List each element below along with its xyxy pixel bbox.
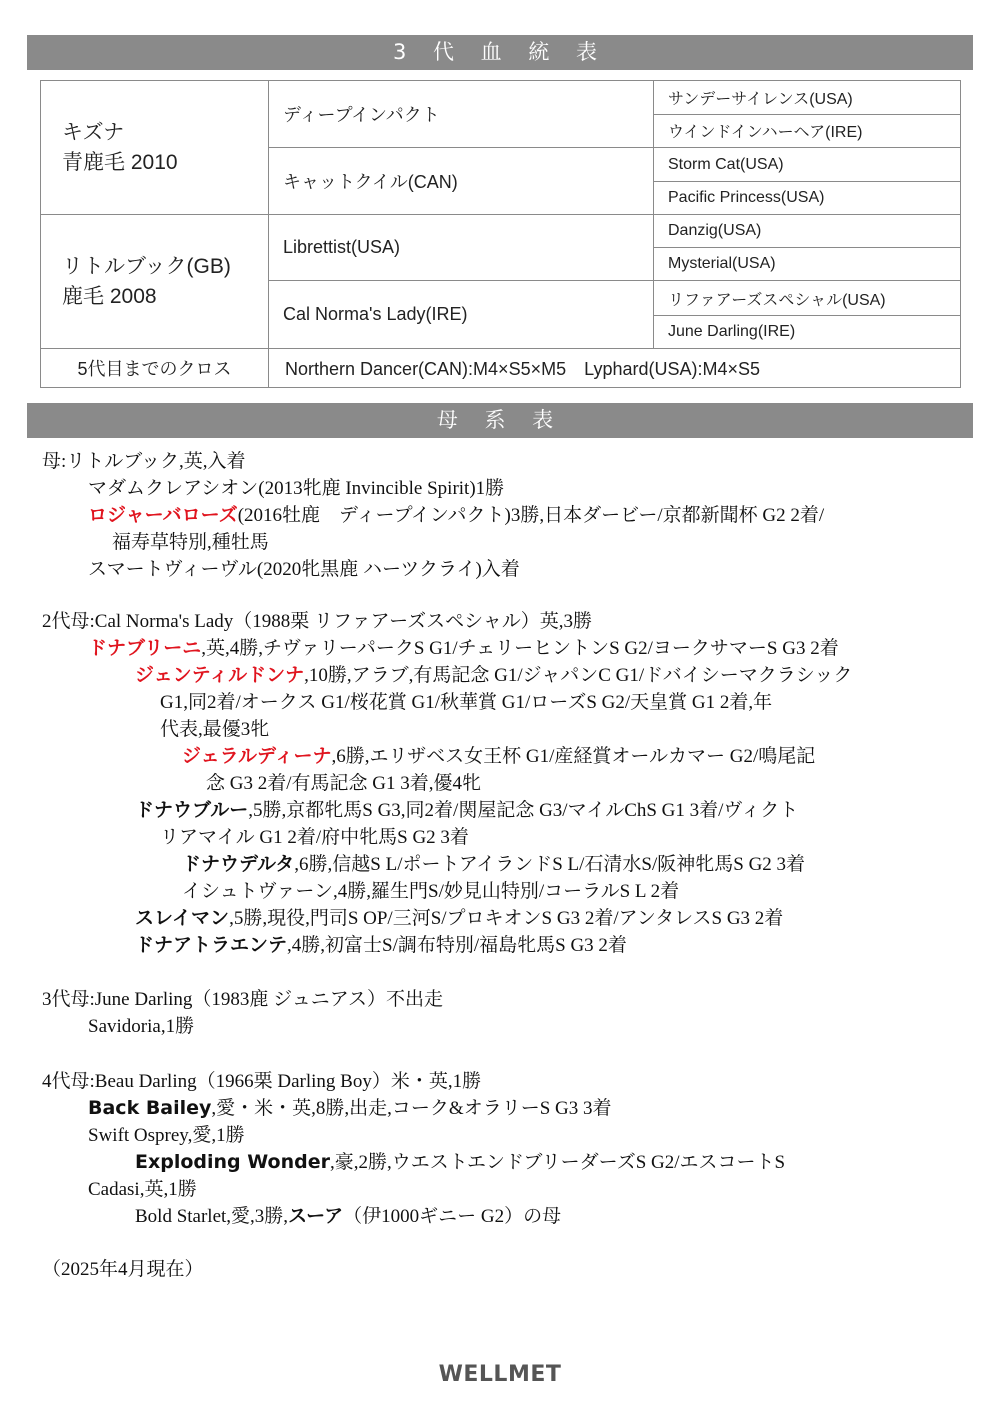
- family-line: 念 G3 2着/有馬記念 G1 3着,優4牝: [206, 773, 481, 794]
- horse-name: ジェンティルドンナ: [135, 664, 305, 686]
- family-line: スマートヴィーヴル(2020牝黒鹿 ハーツクライ)入着: [88, 559, 520, 580]
- sire-detail: 青鹿毛 2010: [62, 150, 178, 174]
- family-line: ドナウデルタ,6勝,信越S L/ポートアイランドS L/石清水S/阪神牝馬S G2 3着: [182, 853, 806, 875]
- dam-dam-dam: June Darling(IRE): [654, 316, 961, 349]
- family-line: ドナアトラエンテ,4勝,初富士S/調布特別/福島牝馬S G3 2着: [135, 934, 627, 956]
- family-line: Exploding Wonder,豪,2勝,ウエストエンドブリーダーズS G2/エスコートS: [135, 1151, 786, 1173]
- pedigree-table: [40, 80, 961, 388]
- sire-sire-sire: サンデーサイレンス(USA): [654, 81, 961, 115]
- family-line: Savidoria,1勝: [88, 1016, 195, 1037]
- cross-label: 5代目までのクロス: [41, 349, 269, 388]
- family-line: ジェンティルドンナ,10勝,アラブ,有馬記念 G1/ジャパンC G1/ドバイシーマクラシック: [135, 664, 853, 686]
- family-line: 2代母:Cal Norma's Lady（1988栗 リファアーズスペシャル）英,3勝: [42, 611, 593, 632]
- sire-sire: ディープインパクト: [269, 81, 654, 148]
- family-line: 3代母:June Darling（1983鹿 ジュニアス）不出走: [42, 989, 444, 1010]
- family-line: ドナウブルー,5勝,京都牝馬S G3,同2着/関屋記念 G3/マイルChS G1 3着/ヴィクト: [135, 799, 799, 821]
- family-line: ロジャーバローズ(2016牡鹿 ディープインパクト)3勝,日本ダービー/京都新聞杯 G2 2着/: [88, 504, 825, 526]
- horse-name: スレイマン: [135, 907, 230, 929]
- family-line: 福寿草特別,種牡馬: [112, 532, 269, 553]
- family-line: スレイマン,5勝,現役,門司S OP/三河S/プロキオンS G3 2着/アンタレスS G3 2着: [135, 907, 784, 929]
- horse-name: ドナアトラエンテ: [135, 934, 288, 956]
- dam-sire-dam: Mysterial(USA): [654, 248, 961, 281]
- horse-name: ロジャーバローズ: [88, 504, 238, 526]
- pedigree-header: 3 代 血 統 表: [27, 35, 973, 70]
- sire-name: キズナ: [62, 120, 125, 144]
- family-line: 代表,最優3牝: [160, 719, 270, 740]
- dam-dam-sire: リファアーズスペシャル(USA): [654, 281, 961, 316]
- family-line: ジェラルディーナ,6勝,エリザベス女王杯 G1/産経賞オールカマー G2/鳴尾記: [182, 745, 816, 767]
- family-line: Swift Osprey,愛,1勝: [88, 1125, 245, 1146]
- dam-cell: [41, 215, 269, 349]
- dam-name: リトルブック(GB): [62, 254, 231, 278]
- family-line: 母:リトルブック,英,入着: [42, 451, 246, 472]
- sire-dam-sire: Storm Cat(USA): [654, 148, 961, 182]
- family-line: ドナブリーニ,英,4勝,チヴァリーパークS G1/チェリーヒントンS G2/ヨークサマーS G3 2着: [88, 637, 839, 659]
- horse-name: ジェラルディーナ: [182, 745, 332, 767]
- family-line: Back Bailey,愛・米・英,8勝,出走,コーク&オラリーS G3 3着: [88, 1097, 612, 1119]
- wellmet-logo: WELLMET: [438, 1362, 562, 1387]
- horse-name: ドナウブルー: [135, 799, 249, 821]
- horse-name: Exploding Wonder: [135, 1151, 330, 1173]
- horse-name: Back Bailey: [88, 1097, 212, 1119]
- horse-name: ドナブリーニ: [88, 637, 202, 659]
- as-of-note: （2025年4月現在）: [42, 1259, 204, 1280]
- family-header: 母 系 表: [27, 403, 973, 438]
- sire-dam-dam: Pacific Princess(USA): [654, 182, 961, 215]
- family-line: Bold Starlet,愛,3勝,スーア（伊1000ギニー G2）の母: [135, 1205, 562, 1227]
- dam-sire-sire: Danzig(USA): [654, 215, 961, 248]
- horse-name: ドナウデルタ: [182, 853, 295, 875]
- dam-sire: Librettist(USA): [269, 215, 654, 281]
- cross-value: Northern Dancer(CAN):M4×S5×M5 Lyphard(USA):M4×S5: [269, 349, 961, 388]
- sire-cell: [41, 81, 269, 215]
- horse-name: スーア: [288, 1205, 344, 1227]
- family-line: リアマイル G1 2着/府中牝馬S G2 3着: [160, 827, 469, 848]
- family-line: イシュトヴァーン,4勝,羅生門S/妙見山特別/コーラルS L 2着: [182, 881, 680, 902]
- family-line: G1,同2着/オークス G1/桜花賞 G1/秋華賞 G1/ローズS G2/天皇賞 G1 2着,年: [160, 692, 773, 713]
- family-line: 4代母:Beau Darling（1966栗 Darling Boy）米・英,1勝: [42, 1071, 482, 1092]
- dam-dam: Cal Norma's Lady(IRE): [269, 281, 654, 349]
- sire-sire-dam: ウインドインハーヘア(IRE): [654, 114, 961, 148]
- dam-detail: 鹿毛 2008: [62, 284, 157, 308]
- family-line: マダムクレアシオン(2013牝鹿 Invincible Spirit)1勝: [88, 478, 505, 499]
- family-line: Cadasi,英,1勝: [88, 1179, 197, 1200]
- sire-dam: キャットクイル(CAN): [269, 148, 654, 215]
